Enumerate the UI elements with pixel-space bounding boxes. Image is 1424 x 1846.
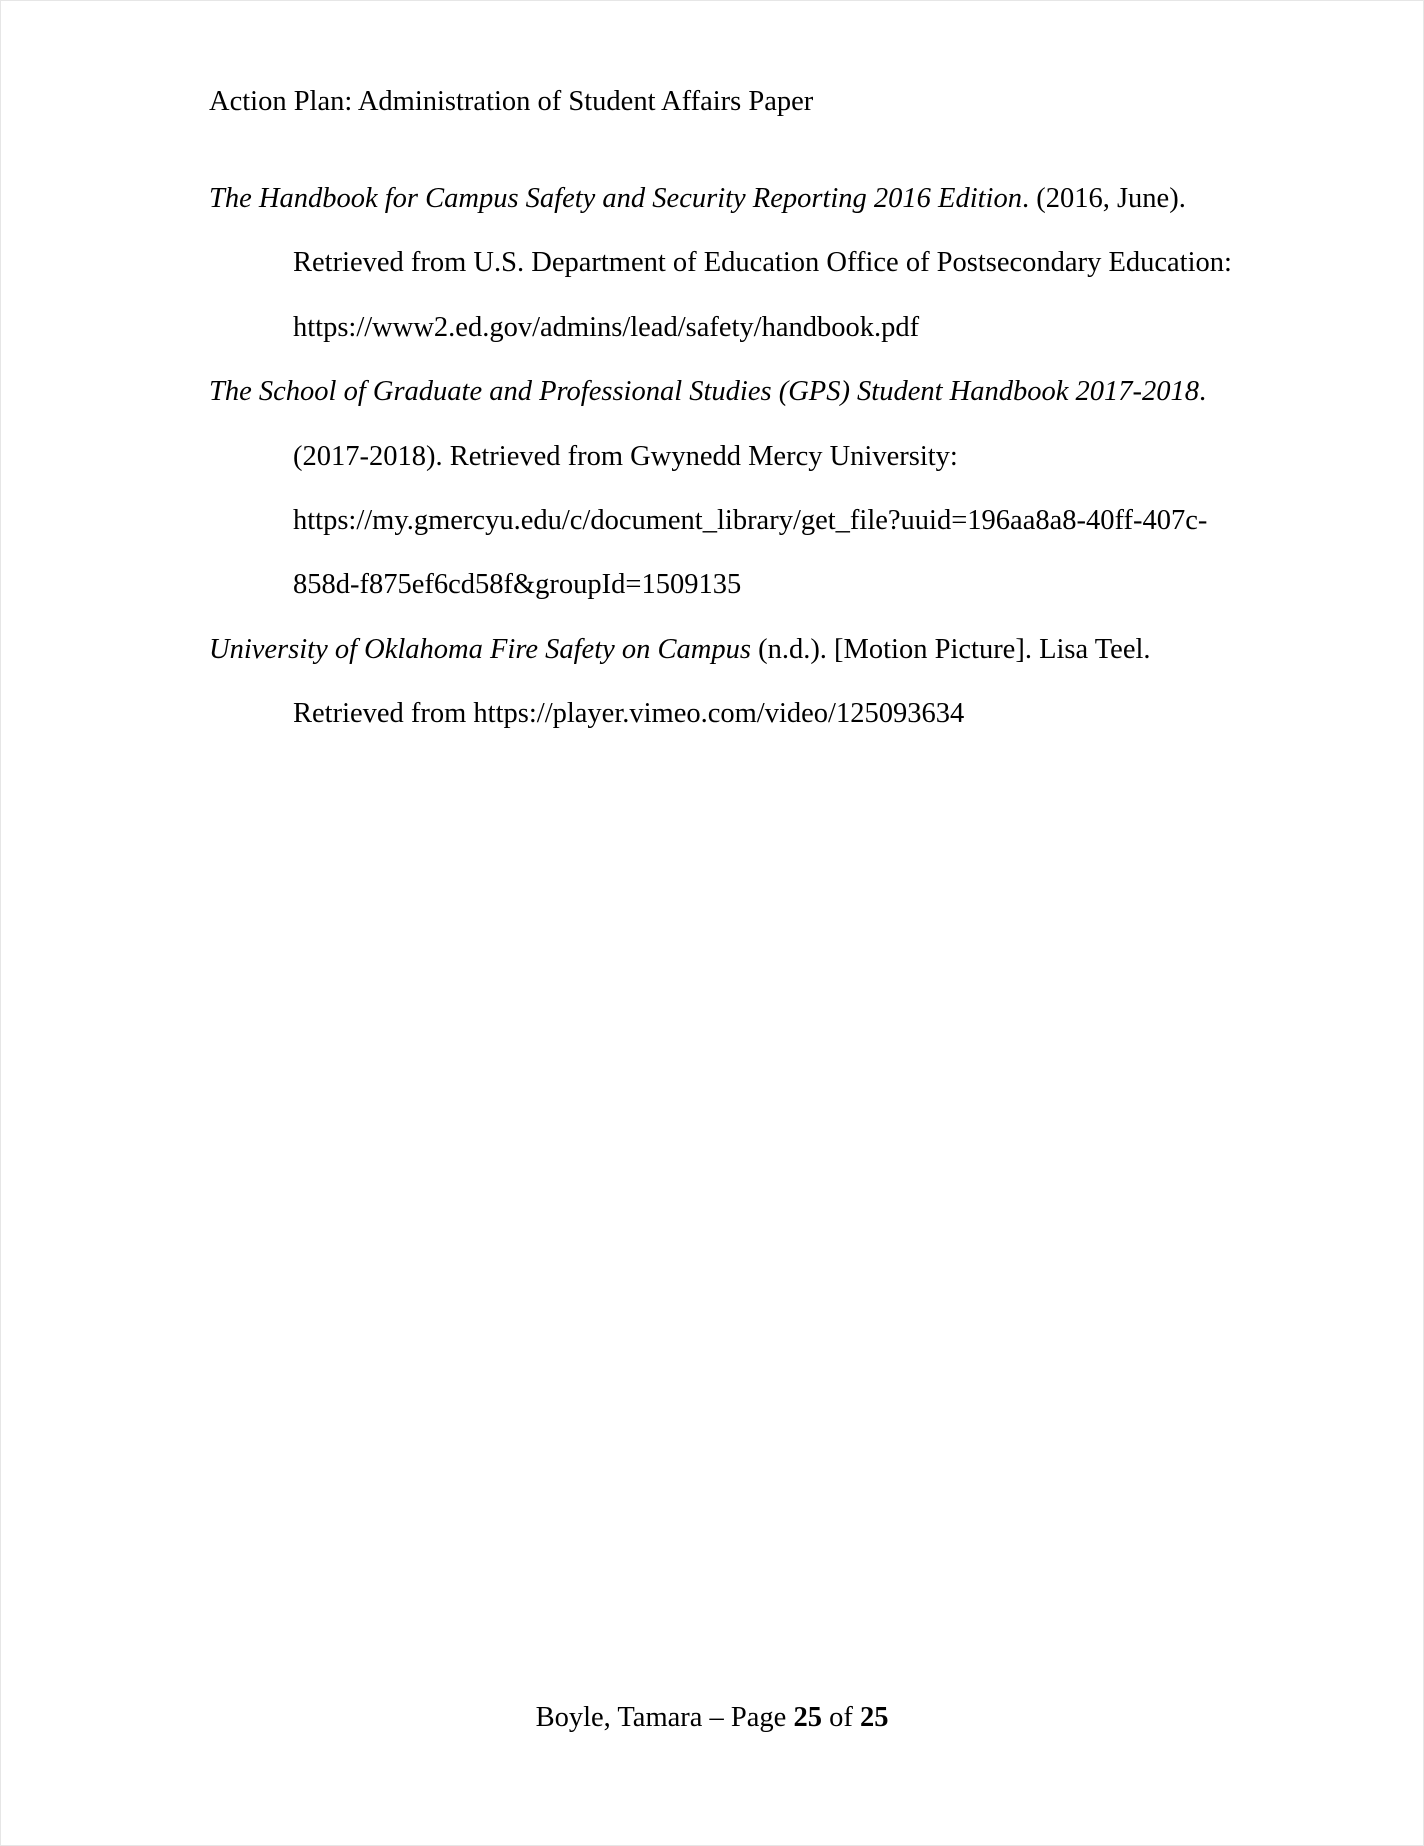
reference-title: University of Oklahoma Fire Safety on Campus [209,633,751,665]
reference-entry-3 [209,618,1219,747]
reference-title: The School of Graduate and Professional Studies (GPS) Student Handbook 2017-2018 [209,376,1200,408]
footer-page-current: 25 [793,1702,822,1733]
reference-first-line [209,618,1219,682]
reference-continuation-line: (2017-2018). Retrieved from Gwynedd Mercy University: [293,440,958,472]
footer-of-label: of [821,1702,860,1733]
reference-first-line [209,167,1219,231]
reference-date: . (2016, June). [1021,183,1186,214]
reference-list [209,167,1232,747]
running-header: Action Plan: Administration of Student Affairs Paper [209,86,814,117]
reference-title: The Handbook for Campus Safety and Security Reporting 2016 Edition [209,183,1022,214]
reference-entry-1 [209,167,1232,360]
reference-continuation-line: Retrieved from U.S. Department of Education Office of Postsecondary Education: [293,247,1232,279]
footer-page-total: 25 [859,1702,889,1733]
reference-entry-2 [209,360,1219,618]
reference-date: . [1199,376,1207,408]
reference-url: Retrieved from https://player.vimeo.com/video/125093634 [293,698,965,730]
reference-url: https://www2.ed.gov/admins/lead/safety/handbook.pdf [293,311,920,343]
reference-date: (n.d.). [Motion Picture]. Lisa Teel. [750,633,1151,665]
footer-author: Boyle, Tamara – Page [535,1702,794,1733]
reference-url-continued: 858d-f875ef6cd58f&groupId=1509135 [293,569,742,601]
reference-first-line [209,360,1219,424]
reference-url: https://my.gmercyu.edu/c/document_library/get_file?uuid=196aa8a8-40ff-407c- [293,504,1208,536]
page-footer [0,1698,1424,1738]
